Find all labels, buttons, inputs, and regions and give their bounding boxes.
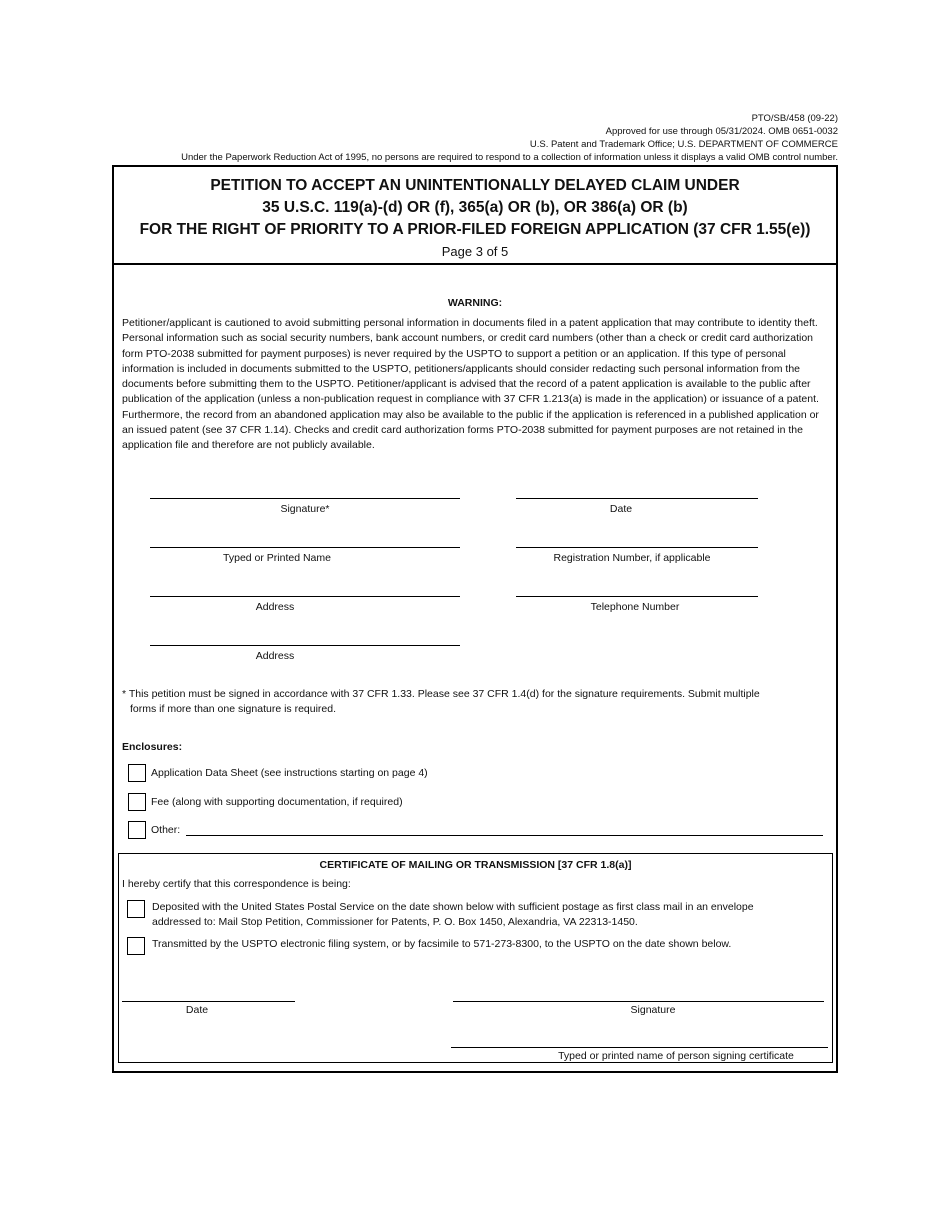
checkbox-fee[interactable]	[128, 793, 146, 811]
title-line-3: FOR THE RIGHT OF PRIORITY TO A PRIOR-FILED FOREIGN APPLICATION (37 CFR 1.55(e))	[139, 221, 811, 238]
other-enclosure-input[interactable]	[186, 825, 823, 836]
address-field-2[interactable]	[150, 645, 460, 646]
checkbox-transmitted-electronic[interactable]	[127, 937, 145, 955]
certificate-box	[118, 853, 833, 1063]
certificate-date-caption: Date	[185, 1004, 209, 1016]
option-electronic-label: Transmitted by the USPTO electronic filing system, or by facsimile to 571-273-8300, to the USPTO on the date shown below.	[152, 938, 732, 950]
enclosures-heading: Enclosures:	[122, 741, 183, 753]
certificate-heading: CERTIFICATE OF MAILING OR TRANSMISSION [37 CFR 1.8(a)]	[319, 859, 632, 871]
certificate-option-mail	[127, 900, 754, 930]
enclosure-fee	[128, 793, 403, 811]
address-field-1[interactable]	[150, 596, 460, 597]
form-header-meta	[181, 112, 838, 164]
signature-note	[122, 687, 822, 717]
signature-caption: Signature*	[280, 503, 330, 515]
agency-name: U.S. Patent and Trademark Office; U.S. DEPARTMENT OF COMMERCE	[529, 139, 838, 150]
telephone-caption: Telephone Number	[590, 601, 680, 613]
option-mail-line-1: Deposited with the United States Postal Service on the date shown below with sufficient postage as first class mail in an envelope	[152, 901, 754, 913]
title-line-1: PETITION TO ACCEPT AN UNINTENTIONALLY DELAYED CLAIM UNDER	[210, 177, 740, 194]
title-line-2: 35 U.S.C. 119(a)-(d) OR (f), 365(a) OR (b), OR 386(a) OR (b)	[262, 199, 688, 216]
address-caption-1: Address	[255, 601, 295, 613]
certificate-intro: I hereby certify that this correspondence is being:	[122, 878, 351, 890]
enclosure-other	[128, 821, 823, 839]
typed-name-field[interactable]	[150, 547, 460, 548]
enclosure-ads-label: Application Data Sheet (see instructions starting on page 4)	[151, 767, 428, 779]
signature-note-line-2: forms if more than one signature is required.	[130, 703, 337, 715]
certificate-typed-name-caption: Typed or printed name of person signing certificate	[558, 1050, 794, 1062]
checkbox-other[interactable]	[128, 821, 146, 839]
enclosure-ads	[128, 764, 428, 782]
typed-name-caption: Typed or Printed Name	[223, 552, 331, 564]
signature-note-line-1: * This petition must be signed in accordance with 37 CFR 1.33. Please see 37 CFR 1.4(d) for the signature requirements. Submit multiple	[122, 688, 760, 700]
checkbox-deposited-mail[interactable]	[127, 900, 145, 918]
certificate-signature-field[interactable]	[453, 1001, 824, 1002]
option-mail-line-2: addressed to: Mail Stop Petition, Commissioner for Patents, P. O. Box 1450, Alexandria, VA 22313-1450.	[152, 916, 638, 928]
certificate-date-field[interactable]	[122, 1001, 295, 1002]
form-frame	[112, 165, 838, 1073]
enclosure-fee-label: Fee (along with supporting documentation, if required)	[151, 796, 403, 808]
title-box	[114, 167, 836, 265]
registration-number-field[interactable]	[516, 547, 758, 548]
registration-number-caption: Registration Number, if applicable	[553, 552, 711, 564]
warning-text: Petitioner/applicant is cautioned to avoid submitting personal information in documents filed in a patent application that may contribute to identity theft. Personal information such as social security numbers, bank account numbers, or credit card numbers (other than a check or credit card authorization form PTO-2038 submitted for payment purposes) is never required by the USPTO to support a petition or an application. If this type of personal information is included in documents submitted to the USPTO, petitioners/applicants should consider redacting such personal information from the documents before submitting them to the USPTO. Petitioner/applicant is advised that the record of a patent application is available to the public after publication of the application (unless a non-publication request in compliance with 37 CFR 1.213(a) is made in the application) or issuance of a patent. Furthermore, the record from an abandoned application may also be available to the public if the application is referenced in a published application or an issued patent (see 37 CFR 1.14). Checks and credit card authorization forms PTO-2038 submitted for payment purposes are not retained in the application file and therefore are not publicly available.	[122, 317, 819, 452]
signature-field[interactable]	[150, 498, 460, 499]
form-number: PTO/SB/458 (09-22)	[751, 113, 838, 124]
certificate-signature-caption: Signature	[630, 1004, 676, 1016]
approval-notice: Approved for use through 05/31/2024. OMB 0651-0032	[605, 126, 838, 137]
warning-heading: WARNING:	[447, 297, 503, 309]
paperwork-notice: Under the Paperwork Reduction Act of 1995, no persons are required to respond to a collection of information unless it displays a valid OMB control number.	[181, 152, 838, 163]
date-field[interactable]	[516, 498, 758, 499]
certificate-option-electronic	[127, 937, 731, 955]
address-caption-2: Address	[255, 650, 295, 662]
telephone-field[interactable]	[516, 596, 758, 597]
enclosure-other-label: Other:	[151, 824, 181, 836]
checkbox-application-data-sheet[interactable]	[128, 764, 146, 782]
date-caption: Date	[609, 503, 633, 515]
certificate-typed-name-field[interactable]	[451, 1047, 828, 1048]
page-indicator: Page 3 of 5	[441, 244, 509, 259]
